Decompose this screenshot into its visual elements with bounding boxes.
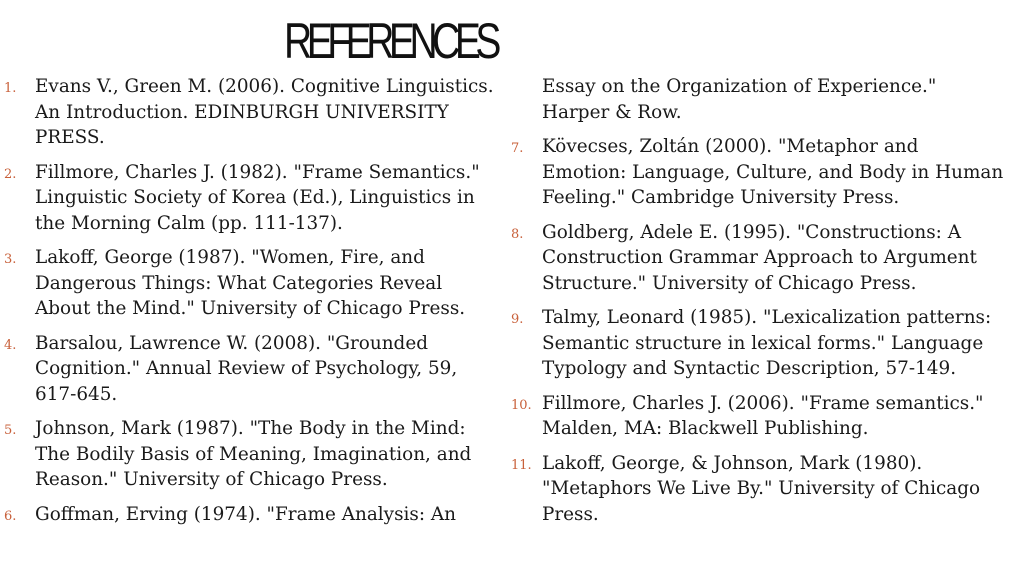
reference-item [0, 502, 500, 528]
reference-item [0, 245, 500, 322]
references-left-column [0, 74, 500, 536]
reference-line: "Metaphors We Live By." University of Chicago [542, 478, 981, 499]
reference-line: Emotion: Language, Culture, and Body in Human [542, 161, 1004, 183]
reference-line: Fillmore, Charles J. (2006). "Frame semantics." [542, 392, 984, 414]
reference-line: the Morning Calm (pp. 111-137). [35, 212, 343, 234]
reference-line: Semantic structure in lexical forms." Language [542, 332, 984, 354]
reference-number: 2. [4, 166, 17, 182]
reference-item [0, 74, 500, 151]
reference-line: 617-645. [35, 383, 118, 405]
reference-line: Structure." University of Chicago Press. [542, 272, 917, 294]
reference-item [508, 220, 1024, 297]
reference-line: Goldberg, Adele E. (1995). "Constructions: A [542, 221, 961, 243]
reference-number: 5. [4, 423, 17, 438]
reference-line: PRESS. [35, 127, 105, 148]
reference-line: Essay on the Organization of Experience." [542, 76, 937, 97]
reference-line: Harper & Row. [542, 101, 682, 123]
reference-line: Cognition." Annual Review of Psychology, 59, [35, 358, 458, 379]
reference-item [0, 160, 500, 237]
reference-line: Johnson, Mark (1987). "The Body in the Mind: [35, 418, 466, 439]
reference-number: 6. [4, 508, 17, 524]
reference-number: 3. [4, 252, 17, 267]
reference-line: The Bodily Basis of Meaning, Imagination, and [35, 443, 472, 465]
reference-item [0, 416, 500, 493]
reference-continuation [508, 74, 1024, 125]
reference-line: Construction Grammar Approach to Argument [542, 247, 977, 268]
reference-line: Goffman, Erving (1974). "Frame Analysis: An [35, 503, 456, 525]
reference-number: 9. [511, 312, 524, 327]
reference-line: Lakoff, George, & Johnson, Mark (1980). [542, 452, 923, 474]
reference-line: About the Mind." University of Chicago Press. [35, 298, 466, 319]
reference-item [508, 391, 1024, 442]
reference-line: Fillmore, Charles J. (1982). "Frame Semantics." [35, 161, 480, 183]
reference-line: Reason." University of Chicago Press. [35, 469, 388, 490]
reference-line: Typology and Syntactic Description, 57-149. [542, 358, 957, 379]
reference-line: Feeling." Cambridge University Press. [542, 187, 900, 208]
reference-line: Dangerous Things: What Categories Reveal [35, 272, 443, 294]
references-right-column [508, 74, 1024, 536]
reference-line: Evans V., Green M. (2006). Cognitive Linguistics. [35, 76, 494, 97]
reference-item [508, 451, 1024, 528]
reference-number: 10. [511, 397, 532, 413]
reference-item [508, 134, 1024, 211]
reference-line: Lakoff, George (1987). "Women, Fire, and [35, 247, 425, 268]
reference-line: Press. [542, 503, 599, 525]
reference-number: 11. [511, 457, 532, 473]
reference-item [508, 305, 1024, 382]
reference-line: Linguistic Society of Korea (Ed.), Linguistics in [35, 187, 475, 208]
reference-line: Kövecses, Zoltán (2000). "Metaphor and [542, 136, 919, 157]
reference-number: 8. [511, 226, 524, 242]
reference-number: 4. [4, 337, 17, 353]
reference-line: An Introduction. EDINBURGH UNIVERSITY [35, 101, 449, 123]
reference-line: Malden, MA: Blackwell Publishing. [542, 418, 869, 439]
page-title: REFERENCES [284, 13, 496, 69]
reference-line: Barsalou, Lawrence W. (2008). "Grounded [35, 332, 428, 354]
reference-line: Talmy, Leonard (1985). "Lexicalization patterns: [542, 307, 992, 328]
reference-number: 1. [4, 81, 17, 96]
reference-number: 7. [511, 141, 524, 156]
reference-item [0, 331, 500, 408]
